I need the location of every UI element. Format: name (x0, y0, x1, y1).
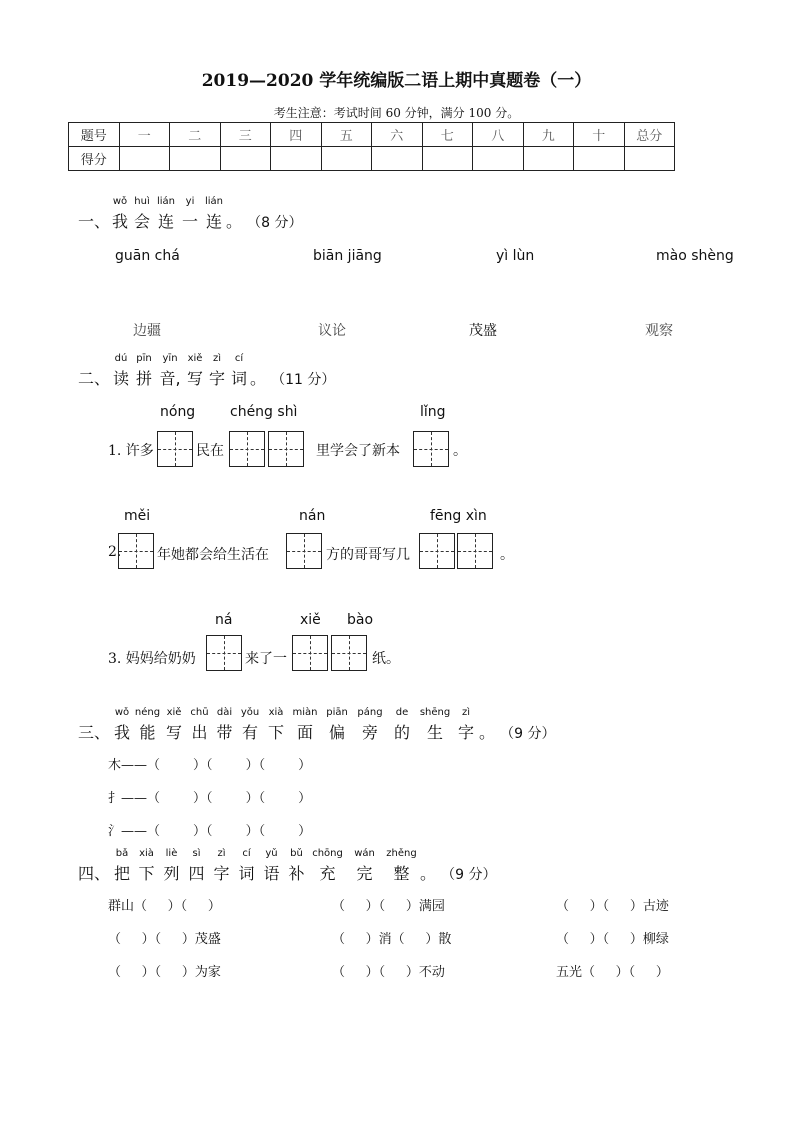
score-header-cell: 一 (119, 123, 170, 147)
score-header-cell: 八 (473, 123, 524, 147)
ruby-char: chū 出 (190, 707, 209, 742)
q2-write-box[interactable] (286, 533, 322, 569)
ruby-char: dú 读 (113, 353, 130, 388)
idiom-blank[interactable]: （ ）（ ）柳绿 (556, 932, 669, 947)
ruby-char: huì 会 (134, 196, 151, 231)
score-header-cell: 五 (321, 123, 372, 147)
idiom-blank[interactable]: 群山（ ）（ ） (108, 899, 221, 914)
score-cell[interactable] (574, 147, 625, 171)
q2-text: 。 (500, 547, 514, 563)
q2-write-box[interactable] (419, 533, 455, 569)
score-cell[interactable] (422, 147, 473, 171)
score-header-cell: 九 (523, 123, 574, 147)
ruby-char: bǔ 补 (288, 848, 305, 883)
ruby-char: pīn 拼 (136, 353, 153, 388)
score-cell[interactable] (220, 147, 271, 171)
ruby-char: zì 字 (213, 848, 230, 883)
word-bianjiang[interactable]: 边疆 (133, 323, 161, 339)
ruby-char: xiě 写 (187, 353, 204, 388)
page-title: 2019—2020 学年统编版二语上期中真题卷（一） (201, 71, 592, 91)
score-header-cell: 题号 (69, 123, 120, 147)
ruby-char: yǔ 语 (263, 848, 280, 883)
score-header-cell: 十 (574, 123, 625, 147)
score-cell[interactable] (271, 147, 322, 171)
ruby-char: wǒ 我 (114, 707, 131, 742)
q1-pinyin-ling: lǐng (420, 404, 446, 420)
ruby-char: zì 字 (209, 353, 226, 388)
q3-pinyin-na: ná (215, 612, 233, 628)
score-header-cell: 四 (271, 123, 322, 147)
idiom-blank[interactable]: 五光（ ）（ ） (556, 965, 669, 980)
ruby-char: zhěng 整 (386, 848, 417, 883)
ruby-char: xià 下 (268, 707, 285, 742)
score-cell[interactable] (624, 147, 675, 171)
word-maosheng[interactable]: 茂盛 (469, 323, 497, 339)
ruby-char: chōng 充 (312, 848, 343, 883)
radical-line-shui[interactable]: 氵——（ ）（ ）（ ） (108, 824, 312, 839)
q2-pinyin-mei: měi (124, 508, 151, 524)
q2-text: 年她都会给生活在 (157, 547, 269, 563)
exam-notice: 考生注意：考试时间 60 分钟，满分 100 分。 (273, 106, 520, 120)
q1-text: 民在 (196, 443, 224, 459)
q2-write-box[interactable] (457, 533, 493, 569)
ruby-char: wán 完 (354, 848, 375, 883)
ruby-char: xiě 写 (166, 707, 183, 742)
ruby-char: sì 四 (188, 848, 205, 883)
score-cell[interactable] (473, 147, 524, 171)
score-cell[interactable] (321, 147, 372, 171)
ruby-char: yīn 音, (159, 353, 181, 388)
score-table-score-row (69, 147, 675, 171)
section-1-heading: 一、 wǒ 我 huì 会 lián 连 yi 一 lián 连 。 （8 分） (78, 196, 303, 231)
q3-text: 纸。 (372, 651, 400, 667)
ruby-char: cí 词 (238, 848, 255, 883)
q1-text: 1. 许多 (108, 443, 154, 459)
word-yilun[interactable]: 议论 (318, 323, 346, 339)
q2-text: 方的哥哥写几 (326, 547, 410, 563)
idiom-blank[interactable]: （ ）（ ）满园 (332, 899, 445, 914)
q3-text: 3. 妈妈给奶奶 (108, 651, 196, 667)
section-number: 一、 (78, 212, 111, 231)
q3-pinyin-xie: xiě (300, 612, 321, 628)
score-header-cell: 七 (422, 123, 473, 147)
ruby-char: shēng 生 (419, 707, 451, 742)
q1-write-box[interactable] (229, 431, 265, 467)
section-4-heading: 四、 bǎ 把 xià 下 liè 列 sì 四 zì 字 cí 词 yǔ 语 bǔ 补 chōng 充 wán 完 zhěng 整 。 （9 分） (78, 848, 497, 883)
score-header-cell: 总分 (624, 123, 675, 147)
score-cell[interactable] (119, 147, 170, 171)
score-cell[interactable] (170, 147, 221, 171)
idiom-blank[interactable]: （ ）（ ）古迹 (556, 899, 669, 914)
ruby-char: miàn 面 (292, 707, 318, 742)
idiom-blank[interactable]: （ ）消（ ）散 (332, 932, 452, 947)
q1-text: 里学会了新本 (316, 443, 400, 459)
radical-line-mu[interactable]: 木——（ ）（ ）（ ） (108, 758, 312, 773)
pinyin-maosheng: mào shèng (656, 248, 734, 264)
pinyin-bianjiang: biān jiāng (313, 248, 382, 264)
ruby-char: yi 一 (182, 196, 199, 231)
pinyin-yilun: yì lùn (496, 248, 535, 264)
q3-pinyin-bao: bào (347, 612, 374, 628)
ruby-char: lián 连 (205, 196, 224, 231)
q2-pinyin-fengxin: fēng xìn (430, 508, 487, 524)
radical-line-shou[interactable]: 扌——（ ）（ ）（ ） (108, 791, 312, 806)
section-2-heading: 二、 dú 读 pīn 拼 yīn 音, xiě 写 zì 字 cí 词 。 （11 分） (78, 353, 336, 388)
q2-pinyin-nan: nán (299, 508, 326, 524)
idiom-blank[interactable]: （ ）（ ）茂盛 (108, 932, 221, 947)
ruby-char: cí 词 (231, 353, 248, 388)
ruby-char: wǒ 我 (112, 196, 129, 231)
score-cell[interactable] (372, 147, 423, 171)
q2-text: 2. (108, 544, 122, 560)
q3-write-box[interactable] (206, 635, 242, 671)
ruby-char: lián 连 (157, 196, 176, 231)
q1-text: 。 (453, 443, 467, 459)
section-score: （9 分） (500, 726, 556, 742)
ruby-char: zì 字 (458, 707, 475, 742)
q2-write-box[interactable] (118, 533, 154, 569)
section-score: （8 分） (247, 215, 303, 231)
ruby-char: néng 能 (134, 707, 161, 742)
ruby-char: páng 旁 (357, 707, 383, 742)
q1-pinyin-chengshi: chéng shì (230, 404, 298, 420)
score-table (68, 122, 675, 171)
q3-text: 来了一 (245, 651, 287, 667)
ruby-char: xià 下 (138, 848, 155, 883)
q3-write-box[interactable] (331, 635, 367, 671)
section-score: （11 分） (271, 372, 336, 388)
ruby-char: bǎ 把 (114, 848, 131, 883)
score-header-cell: 三 (220, 123, 271, 147)
q1-write-box[interactable] (413, 431, 449, 467)
q1-pinyin-nong: nóng (160, 404, 196, 420)
ruby-char: liè 列 (163, 848, 180, 883)
score-row-label: 得分 (69, 147, 120, 171)
idiom-blank[interactable]: （ ）（ ）为家 (108, 965, 221, 980)
score-table-header-row (69, 123, 675, 147)
q1-write-box[interactable] (157, 431, 193, 467)
q3-write-box[interactable] (292, 635, 328, 671)
score-header-cell: 二 (170, 123, 221, 147)
idiom-blank[interactable]: （ ）（ ）不动 (332, 965, 445, 980)
score-header-cell: 六 (372, 123, 423, 147)
pinyin-guancha: guān chá (115, 248, 180, 264)
ruby-char: piān 偏 (326, 707, 348, 742)
ruby-char: de 的 (394, 707, 411, 742)
q1-write-box[interactable] (268, 431, 304, 467)
score-cell[interactable] (523, 147, 574, 171)
section-3-heading: 三、 wǒ 我 néng 能 xiě 写 chū 出 dài 带 yǒu 有 xià 下 miàn 面 piān 偏 páng 旁 de 的 shēng 生 zì 字 。 （9 分） (78, 707, 556, 742)
section-score: （9 分） (441, 867, 497, 883)
ruby-char: dài 带 (216, 707, 233, 742)
word-guancha[interactable]: 观察 (645, 323, 673, 339)
ruby-char: yǒu 有 (240, 707, 260, 742)
